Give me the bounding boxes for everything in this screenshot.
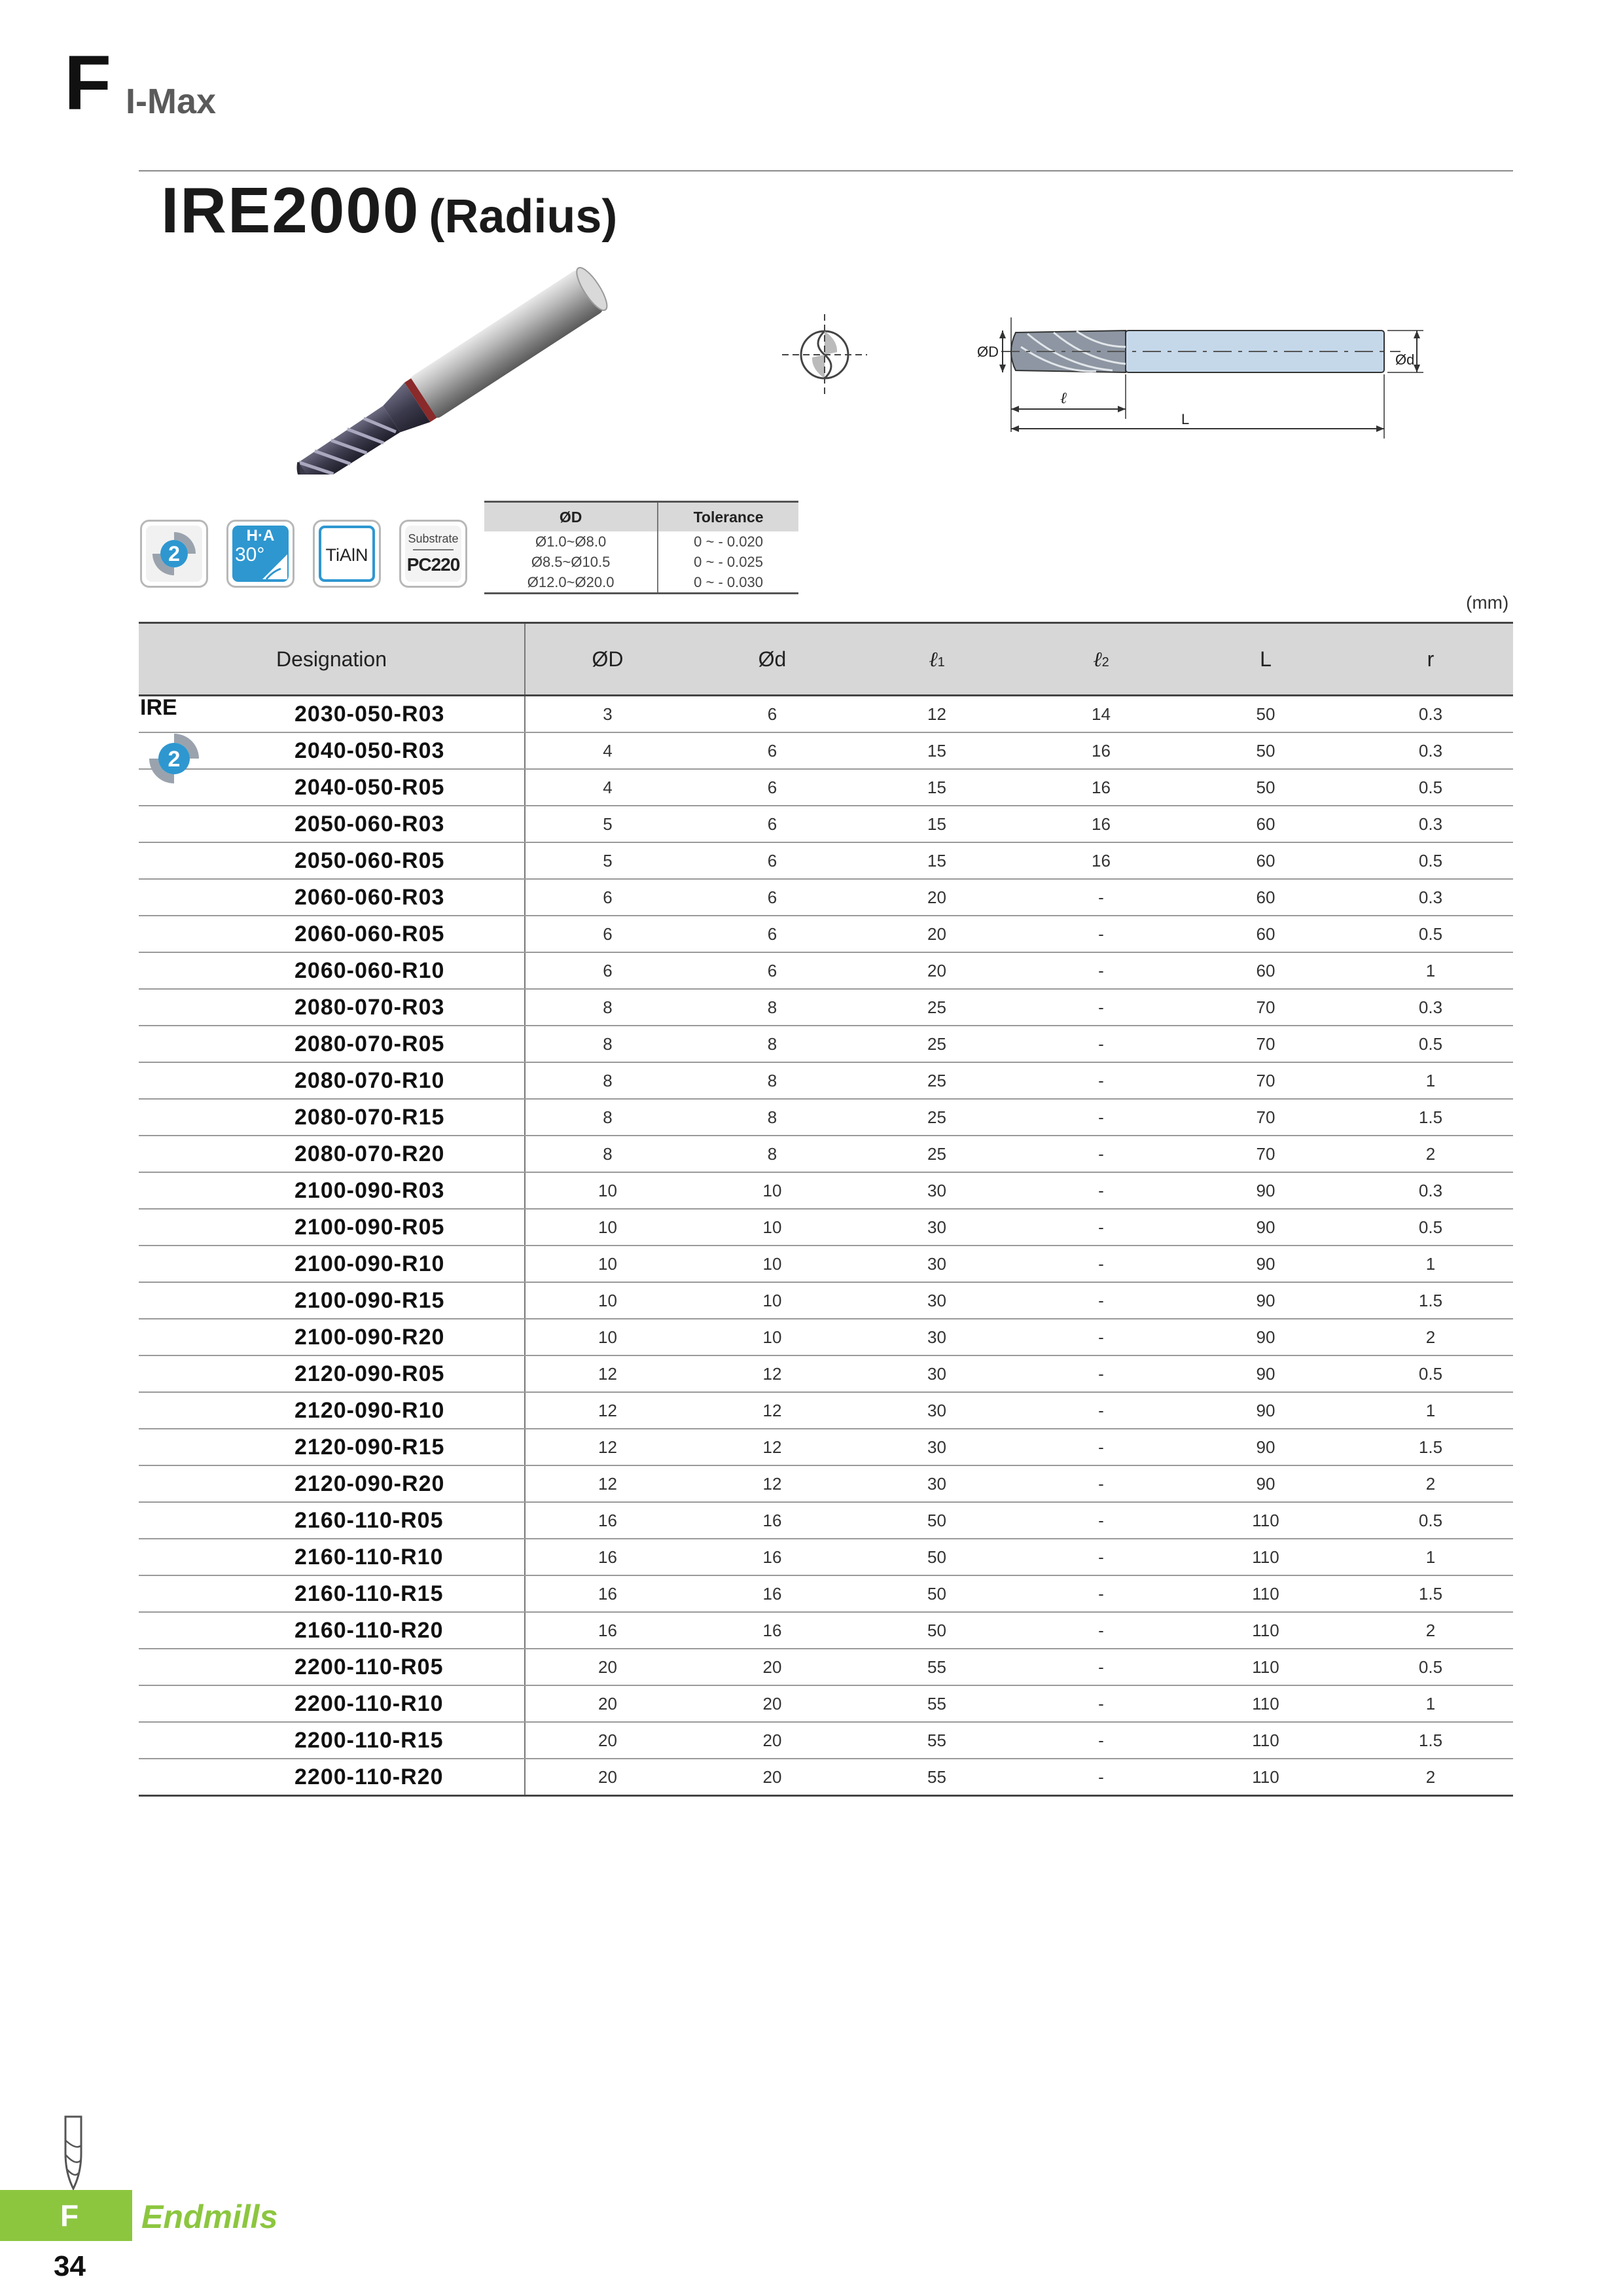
cell-r: 1.5 [1348, 1099, 1513, 1136]
tolerance-row [484, 572, 798, 594]
tolerance-value: 0 ~ - 0.025 [658, 552, 798, 572]
dimension-drawing [929, 301, 1440, 452]
table-row [139, 916, 1513, 952]
helix-angle-icon [226, 520, 294, 588]
cell-r: 0.5 [1348, 1026, 1513, 1062]
cell-designation: 2100-090-R03 [139, 1172, 525, 1209]
cell-L: 90 [1183, 1209, 1348, 1246]
cell-designation: 2050-060-R03 [139, 806, 525, 842]
cell-D: 16 [525, 1502, 690, 1539]
cell-d: 6 [690, 806, 855, 842]
cell-D: 20 [525, 1649, 690, 1685]
cell-D: 3 [525, 696, 690, 733]
cell-l2: - [1019, 1136, 1183, 1172]
cell-d: 20 [690, 1722, 855, 1759]
table-row [139, 1539, 1513, 1575]
table-row [139, 1465, 1513, 1502]
cell-l1: 55 [855, 1722, 1019, 1759]
tolerance-header-D: ØD [484, 502, 658, 532]
cell-d: 12 [690, 1429, 855, 1465]
cell-l2: - [1019, 989, 1183, 1026]
cell-L: 110 [1183, 1759, 1348, 1796]
table-row [139, 1685, 1513, 1722]
cell-l1: 25 [855, 1099, 1019, 1136]
tolerance-range: Ø1.0~Ø8.0 [535, 533, 607, 550]
cell-l2: 16 [1019, 806, 1183, 842]
cell-d: 10 [690, 1209, 855, 1246]
cell-designation: 2050-060-R05 [139, 842, 525, 879]
helix-angle: 30° [235, 544, 265, 565]
cell-D: 10 [525, 1282, 690, 1319]
cell-D: 12 [525, 1429, 690, 1465]
cell-l2: - [1019, 916, 1183, 952]
cell-d: 6 [690, 916, 855, 952]
cell-d: 6 [690, 842, 855, 879]
end-view-icon [782, 314, 867, 396]
cell-r: 2 [1348, 1136, 1513, 1172]
cell-L: 60 [1183, 916, 1348, 952]
tolerance-value: 0 ~ - 0.020 [658, 531, 798, 552]
series-flute-icon [145, 730, 203, 787]
cell-l2: 14 [1019, 696, 1183, 733]
cell-l2: - [1019, 1429, 1183, 1465]
cell-r: 1 [1348, 952, 1513, 989]
tolerance-row [484, 552, 798, 572]
cell-l2: - [1019, 1319, 1183, 1355]
cell-L: 90 [1183, 1392, 1348, 1429]
cell-l2: - [1019, 1539, 1183, 1575]
cell-designation: 2100-090-R05 [139, 1209, 525, 1246]
tolerance-value: 0 ~ - 0.030 [658, 572, 798, 594]
cell-L: 90 [1183, 1465, 1348, 1502]
cell-designation: 2060-060-R10 [139, 952, 525, 989]
cell-r: 0.5 [1348, 1649, 1513, 1685]
section-name: I-Max [126, 82, 217, 121]
cell-d: 6 [690, 879, 855, 916]
cell-l2: - [1019, 1392, 1183, 1429]
cell-l1: 50 [855, 1612, 1019, 1649]
flute-count-icon [140, 520, 208, 588]
cell-D: 10 [525, 1319, 690, 1355]
cell-l1: 55 [855, 1759, 1019, 1796]
cell-d: 10 [690, 1246, 855, 1282]
cell-l1: 50 [855, 1539, 1019, 1575]
cell-l2: - [1019, 1172, 1183, 1209]
cell-L: 50 [1183, 696, 1348, 733]
table-row [139, 1099, 1513, 1136]
cell-r: 1.5 [1348, 1429, 1513, 1465]
cell-d: 6 [690, 696, 855, 733]
cell-designation: 2060-060-R03 [139, 879, 525, 916]
cell-l2: - [1019, 1649, 1183, 1685]
cell-D: 5 [525, 842, 690, 879]
cell-l2: - [1019, 1612, 1183, 1649]
cell-L: 70 [1183, 989, 1348, 1026]
header-l2: ℓ2 [1019, 623, 1183, 696]
cell-d: 16 [690, 1575, 855, 1612]
cell-r: 1.5 [1348, 1575, 1513, 1612]
table-row [139, 1612, 1513, 1649]
table-row [139, 696, 1513, 733]
header-designation: Designation [139, 623, 525, 696]
cell-designation: 2160-110-R20 [139, 1612, 525, 1649]
cell-designation: 2080-070-R03 [139, 989, 525, 1026]
substrate-label: Substrate [408, 532, 459, 545]
cell-designation: 2080-070-R10 [139, 1062, 525, 1099]
unit-label: (mm) [1466, 592, 1509, 613]
cell-designation: 2040-050-R03 [139, 732, 525, 769]
cell-L: 110 [1183, 1612, 1348, 1649]
cell-r: 0.5 [1348, 1502, 1513, 1539]
table-row [139, 1319, 1513, 1355]
substrate-icon [399, 520, 467, 588]
cell-d: 16 [690, 1539, 855, 1575]
cell-l2: 16 [1019, 769, 1183, 806]
cell-designation: 2120-090-R20 [139, 1465, 525, 1502]
table-row [139, 879, 1513, 916]
cell-l1: 30 [855, 1172, 1019, 1209]
cell-L: 110 [1183, 1539, 1348, 1575]
series-label: IRE [140, 695, 177, 720]
cell-r: 0.5 [1348, 916, 1513, 952]
table-row [139, 1209, 1513, 1246]
cell-d: 20 [690, 1649, 855, 1685]
cell-designation: 2100-090-R20 [139, 1319, 525, 1355]
cell-D: 10 [525, 1246, 690, 1282]
cell-l2: - [1019, 1502, 1183, 1539]
cell-r: 0.3 [1348, 696, 1513, 733]
cell-d: 8 [690, 1099, 855, 1136]
table-row [139, 842, 1513, 879]
product-model: IRE2000 [161, 174, 420, 246]
cell-r: 1 [1348, 1062, 1513, 1099]
cell-D: 6 [525, 916, 690, 952]
table-row [139, 1172, 1513, 1209]
cell-designation: 2080-070-R20 [139, 1136, 525, 1172]
cell-r: 1.5 [1348, 1282, 1513, 1319]
cell-l2: - [1019, 1026, 1183, 1062]
cell-l1: 30 [855, 1465, 1019, 1502]
cell-l1: 30 [855, 1429, 1019, 1465]
cell-l1: 30 [855, 1355, 1019, 1392]
cell-d: 16 [690, 1502, 855, 1539]
cell-D: 12 [525, 1465, 690, 1502]
cell-designation: 2100-090-R15 [139, 1282, 525, 1319]
cell-designation: 2200-110-R05 [139, 1649, 525, 1685]
cell-r: 2 [1348, 1319, 1513, 1355]
cell-l1: 20 [855, 916, 1019, 952]
cell-r: 1.5 [1348, 1722, 1513, 1759]
table-row [139, 1355, 1513, 1392]
cell-designation: 2100-090-R10 [139, 1246, 525, 1282]
cell-r: 1 [1348, 1246, 1513, 1282]
cell-r: 2 [1348, 1759, 1513, 1796]
footer-section-name: Endmills [141, 2198, 278, 2235]
cell-l1: 30 [855, 1282, 1019, 1319]
section-letter: F [64, 40, 112, 126]
header-r: r [1348, 623, 1513, 696]
cell-r: 0.5 [1348, 842, 1513, 879]
coating-label: TiAlN [325, 545, 368, 565]
cell-r: 0.3 [1348, 1172, 1513, 1209]
cell-l2: - [1019, 1685, 1183, 1722]
flute-count: 2 [168, 542, 180, 565]
table-row [139, 1282, 1513, 1319]
cell-designation: 2160-110-R10 [139, 1539, 525, 1575]
cell-L: 110 [1183, 1502, 1348, 1539]
tolerance-range: Ø8.5~Ø10.5 [531, 554, 611, 570]
cell-L: 60 [1183, 879, 1348, 916]
cell-D: 20 [525, 1759, 690, 1796]
table-row [139, 1246, 1513, 1282]
cell-L: 90 [1183, 1172, 1348, 1209]
table-row [139, 1429, 1513, 1465]
table-row [139, 1392, 1513, 1429]
cell-L: 90 [1183, 1355, 1348, 1392]
cell-designation: 2120-090-R10 [139, 1392, 525, 1429]
cell-d: 8 [690, 1136, 855, 1172]
table-row [139, 1062, 1513, 1099]
cell-L: 60 [1183, 952, 1348, 989]
cell-D: 16 [525, 1575, 690, 1612]
cell-l1: 25 [855, 1136, 1019, 1172]
cell-r: 1 [1348, 1392, 1513, 1429]
cell-l1: 30 [855, 1319, 1019, 1355]
product-subtitle: (Radius) [429, 190, 618, 243]
cell-l2: - [1019, 1099, 1183, 1136]
cell-L: 70 [1183, 1062, 1348, 1099]
cell-l1: 25 [855, 1026, 1019, 1062]
spec-table [139, 622, 1513, 1797]
endmill-photo [275, 245, 687, 475]
cell-r: 0.3 [1348, 879, 1513, 916]
cell-D: 10 [525, 1209, 690, 1246]
cell-r: 0.5 [1348, 1209, 1513, 1246]
cell-l2: - [1019, 1209, 1183, 1246]
cell-d: 10 [690, 1319, 855, 1355]
cell-l1: 12 [855, 696, 1019, 733]
cell-r: 0.5 [1348, 769, 1513, 806]
cell-designation: 2200-110-R15 [139, 1722, 525, 1759]
cell-designation: 2200-110-R20 [139, 1759, 525, 1796]
cell-designation: 2060-060-R05 [139, 916, 525, 952]
cell-D: 12 [525, 1392, 690, 1429]
cell-L: 110 [1183, 1722, 1348, 1759]
cell-d: 8 [690, 989, 855, 1026]
cell-d: 10 [690, 1282, 855, 1319]
series-flute-count: 2 [168, 747, 181, 772]
cell-l1: 30 [855, 1392, 1019, 1429]
tolerance-header-tol: Tolerance [658, 502, 798, 532]
cell-designation: 2080-070-R05 [139, 1026, 525, 1062]
cell-d: 20 [690, 1759, 855, 1796]
cell-l1: 50 [855, 1502, 1019, 1539]
cell-r: 0.3 [1348, 806, 1513, 842]
cell-designation: 2160-110-R05 [139, 1502, 525, 1539]
cell-l1: 15 [855, 769, 1019, 806]
cell-l1: 55 [855, 1649, 1019, 1685]
cell-r: 1 [1348, 1685, 1513, 1722]
substrate-value: PC220 [406, 554, 460, 575]
cell-d: 8 [690, 1062, 855, 1099]
cell-L: 70 [1183, 1099, 1348, 1136]
cell-designation: 2040-050-R05 [139, 769, 525, 806]
cell-l2: - [1019, 1722, 1183, 1759]
cell-L: 90 [1183, 1246, 1348, 1282]
cell-designation: 2120-090-R05 [139, 1355, 525, 1392]
header-rule [139, 170, 1513, 171]
cell-l1: 30 [855, 1246, 1019, 1282]
cell-l2: - [1019, 1759, 1183, 1796]
cell-d: 6 [690, 769, 855, 806]
cell-l1: 30 [855, 1209, 1019, 1246]
cell-D: 8 [525, 1136, 690, 1172]
cell-l2: 16 [1019, 732, 1183, 769]
cell-r: 2 [1348, 1465, 1513, 1502]
cell-r: 1 [1348, 1539, 1513, 1575]
cell-l2: - [1019, 952, 1183, 989]
table-row [139, 1722, 1513, 1759]
cell-L: 90 [1183, 1282, 1348, 1319]
cell-D: 16 [525, 1539, 690, 1575]
helix-label: H·A [246, 527, 275, 545]
cell-D: 5 [525, 806, 690, 842]
table-row [139, 1649, 1513, 1685]
tolerance-table [484, 501, 798, 594]
cell-D: 4 [525, 769, 690, 806]
cell-l2: 16 [1019, 842, 1183, 879]
cell-D: 8 [525, 1099, 690, 1136]
cell-designation: 2160-110-R15 [139, 1575, 525, 1612]
label-D: ØD [977, 344, 999, 360]
cell-l2: - [1019, 1355, 1183, 1392]
cell-d: 12 [690, 1465, 855, 1502]
cell-d: 16 [690, 1612, 855, 1649]
cell-D: 6 [525, 952, 690, 989]
cell-l2: - [1019, 879, 1183, 916]
cell-r: 0.5 [1348, 1355, 1513, 1392]
page-number: 34 [54, 2250, 86, 2282]
cell-D: 10 [525, 1172, 690, 1209]
table-row [139, 1759, 1513, 1796]
cell-L: 70 [1183, 1136, 1348, 1172]
cell-d: 12 [690, 1355, 855, 1392]
header-l1: ℓ1 [855, 623, 1019, 696]
cell-l1: 20 [855, 879, 1019, 916]
cell-D: 8 [525, 989, 690, 1026]
cell-l1: 20 [855, 952, 1019, 989]
tolerance-range: Ø12.0~Ø20.0 [484, 572, 658, 594]
cell-D: 8 [525, 1062, 690, 1099]
cell-d: 8 [690, 1026, 855, 1062]
cell-D: 4 [525, 732, 690, 769]
table-row [139, 732, 1513, 769]
cell-l2: - [1019, 1575, 1183, 1612]
cell-D: 16 [525, 1612, 690, 1649]
cell-l1: 25 [855, 1062, 1019, 1099]
cell-l1: 50 [855, 1575, 1019, 1612]
cell-designation: 2120-090-R15 [139, 1429, 525, 1465]
cell-L: 110 [1183, 1649, 1348, 1685]
cell-L: 90 [1183, 1429, 1348, 1465]
cell-r: 0.3 [1348, 989, 1513, 1026]
header-D: ØD [525, 623, 690, 696]
table-row [139, 989, 1513, 1026]
tolerance-row [484, 531, 798, 552]
cell-r: 0.3 [1348, 732, 1513, 769]
table-row [139, 1502, 1513, 1539]
table-row [139, 952, 1513, 989]
cell-D: 20 [525, 1685, 690, 1722]
product-title [161, 174, 618, 246]
cell-designation: 2200-110-R10 [139, 1685, 525, 1722]
cell-D: 20 [525, 1722, 690, 1759]
table-row [139, 1136, 1513, 1172]
cell-designation: 2030-050-R03 [139, 696, 525, 733]
label-l: ℓ [1060, 389, 1067, 407]
cell-d: 20 [690, 1685, 855, 1722]
cell-l2: - [1019, 1062, 1183, 1099]
cell-l2: - [1019, 1465, 1183, 1502]
label-L: L [1181, 411, 1190, 427]
cell-L: 50 [1183, 732, 1348, 769]
cell-L: 60 [1183, 842, 1348, 879]
cell-L: 70 [1183, 1026, 1348, 1062]
table-row [139, 1026, 1513, 1062]
cell-l1: 25 [855, 989, 1019, 1026]
table-row [139, 1575, 1513, 1612]
cell-L: 60 [1183, 806, 1348, 842]
header-L: L [1183, 623, 1348, 696]
footer-tab-letter: F [60, 2198, 79, 2233]
cell-d: 6 [690, 952, 855, 989]
cell-l1: 15 [855, 842, 1019, 879]
cell-D: 6 [525, 879, 690, 916]
cell-d: 6 [690, 732, 855, 769]
cell-l2: - [1019, 1246, 1183, 1282]
cell-d: 10 [690, 1172, 855, 1209]
coating-icon [313, 520, 381, 588]
cell-D: 12 [525, 1355, 690, 1392]
cell-L: 50 [1183, 769, 1348, 806]
cell-r: 2 [1348, 1612, 1513, 1649]
cell-l1: 15 [855, 806, 1019, 842]
cell-D: 8 [525, 1026, 690, 1062]
cell-L: 110 [1183, 1575, 1348, 1612]
cell-designation: 2080-070-R15 [139, 1099, 525, 1136]
table-row [139, 769, 1513, 806]
cell-L: 90 [1183, 1319, 1348, 1355]
cell-l2: - [1019, 1282, 1183, 1319]
header-d: Ød [690, 623, 855, 696]
cell-d: 12 [690, 1392, 855, 1429]
table-row [139, 806, 1513, 842]
cell-l1: 55 [855, 1685, 1019, 1722]
cell-L: 110 [1183, 1685, 1348, 1722]
cell-l1: 15 [855, 732, 1019, 769]
endmill-outline-icon [56, 2114, 90, 2193]
label-d: Ød [1395, 351, 1415, 368]
